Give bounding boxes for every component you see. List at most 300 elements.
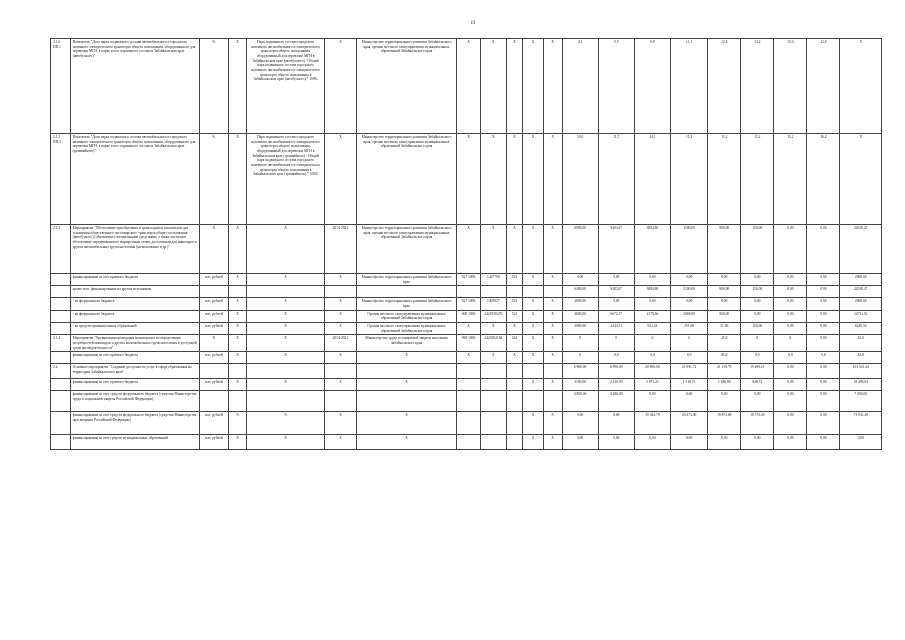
cell-value: 6 890,00: [598, 364, 634, 379]
cell-value: 11,7: [598, 134, 634, 225]
cell-value: 2000,00: [840, 298, 882, 310]
cell-value: 0,00: [807, 364, 840, 379]
cell-c9: 1427700: [480, 274, 506, 286]
cell-desc: Х: [247, 274, 325, 286]
cell-exec: Министерство территориального развития Забайкальского края, органы местного самоуправления муниципальных образований Забайкальского края: [356, 39, 456, 134]
cell-c10: [506, 391, 523, 412]
cell-unit: тыс. рублей: [199, 298, 228, 310]
table-row: [51, 310, 882, 322]
cell-value: 2 610,00: [598, 379, 634, 391]
cell-c6: [324, 286, 356, 298]
cell-value: 0,00: [807, 323, 840, 335]
cell-c8: Х: [457, 39, 481, 134]
cell-value: 6230,54: [840, 323, 882, 335]
cell-unit: тыс. рублей: [199, 352, 228, 364]
cell-value: 12,8: [708, 39, 741, 134]
cell-value: 0,00: [598, 298, 634, 310]
cell-c12: Х: [543, 39, 562, 134]
cell-num: [51, 391, 71, 412]
cell-num: 2.1.4: [51, 335, 71, 352]
cell-c11: Х: [523, 310, 544, 322]
cell-exec: [356, 391, 456, 412]
cell-c10: 521: [506, 274, 523, 286]
cell-name: финансирование за счет краевого бюджета: [70, 379, 199, 391]
cell-value: 10,0: [562, 134, 598, 225]
cell-c6: 2014-2021: [324, 335, 356, 352]
cell-unit: Х: [199, 335, 228, 352]
cell-value: 0,0: [634, 352, 670, 364]
cell-value: 0: [562, 335, 598, 352]
cell-c9: Х: [480, 225, 506, 274]
cell-value: 18 499,04: [840, 379, 882, 391]
cell-c8: [457, 435, 481, 450]
cell-c4: [228, 286, 247, 298]
cell-exec: Х: [356, 352, 456, 364]
cell-name: - из федерального бюджета: [70, 298, 199, 310]
cell-exec: [356, 286, 456, 298]
cell-value: 0,00: [807, 435, 840, 450]
table-row: [51, 412, 882, 435]
cell-value: 19 499,21: [741, 364, 774, 379]
cell-value: 0,00: [562, 435, 598, 450]
cell-value: 3 800,00: [562, 391, 598, 412]
cell-num: [51, 310, 71, 322]
cell-c4: Х: [228, 435, 247, 450]
cell-c6: Х: [324, 323, 356, 335]
cell-desc: Х: [247, 352, 325, 364]
cell-c12: Х: [543, 412, 562, 435]
cell-desc: Х: [247, 298, 325, 310]
cell-value: 0,00: [634, 298, 670, 310]
table-row: [51, 39, 882, 134]
cell-value: 21 159,79: [708, 364, 741, 379]
cell-c11: Х: [523, 225, 544, 274]
cell-exec: Органы местного самоуправления муниципальных образований Забайкальского края: [356, 323, 456, 335]
cell-value: 2444,51: [598, 323, 634, 335]
cell-value: 1 286,80: [708, 379, 741, 391]
cell-value: 0: [562, 352, 598, 364]
cell-value: 0,00: [840, 435, 882, 450]
cell-c12: Х: [543, 379, 562, 391]
cell-unit: тыс. рублей: [199, 323, 228, 335]
cell-value: 5,5: [598, 39, 634, 134]
cell-c4: Х: [228, 225, 247, 274]
cell-value: 2000,00: [562, 323, 598, 335]
cell-c9: [480, 379, 506, 391]
cell-value: 45,0: [840, 335, 882, 352]
cell-value: 19 873,00: [708, 412, 741, 435]
cell-num: [51, 435, 71, 450]
cell-value: 900,00: [708, 225, 741, 274]
cell-desc: Х: [247, 412, 325, 435]
page-number: 19: [470, 21, 475, 26]
cell-value: 0: [634, 335, 670, 352]
cell-c11: Х: [523, 298, 544, 310]
cell-value: 0,00: [807, 412, 840, 435]
cell-c6: Х: [324, 435, 356, 450]
cell-value: 45,0: [840, 352, 882, 364]
table-row: [51, 435, 882, 450]
cell-value: 0: [598, 335, 634, 352]
cell-exec: Х: [356, 435, 456, 450]
cell-c11: [523, 286, 544, 298]
cell-c10: 521: [506, 310, 523, 322]
cell-value: Х: [840, 134, 882, 225]
cell-value: Х: [840, 39, 882, 134]
cell-value: 73 941,28: [840, 412, 882, 435]
cell-c9: [480, 412, 506, 435]
cell-c11: [523, 391, 544, 412]
cell-value: 22018,47: [840, 286, 882, 298]
cell-value: 4 280,00: [598, 391, 634, 412]
cell-c8: 000 1006: [457, 310, 481, 322]
cell-value: 0,00: [562, 412, 598, 435]
cell-unit: [199, 286, 228, 298]
table-row: [51, 134, 882, 225]
cell-c6: Х: [324, 412, 356, 435]
cell-c11: Х: [523, 134, 544, 225]
cell-value: 16,2: [807, 134, 840, 225]
cell-c8: [457, 391, 481, 412]
cell-value: 0,00: [774, 364, 807, 379]
cell-c8: Х: [457, 134, 481, 225]
cell-c12: Х: [543, 134, 562, 225]
cell-value: 45,0: [708, 352, 741, 364]
cell-value: 0: [774, 335, 807, 352]
cell-value: 4,1: [562, 39, 598, 134]
cell-c6: Х: [324, 352, 356, 364]
cell-value: 9483,67: [598, 225, 634, 274]
cell-name: Показатель "Доля парка подвижного состава автомобильного и городского наземного электрического транспорта общего пользования, оборудованного для перевозки МГН, в парке этого подвижного состава в Забайкальском крае (автобусного)": [70, 39, 199, 134]
cell-value: 0,00: [774, 286, 807, 298]
cell-desc: Х: [247, 435, 325, 450]
cell-c6: Х: [324, 379, 356, 391]
cell-c6: Х: [324, 274, 356, 286]
cell-value: 2600,00: [562, 310, 598, 322]
cell-exec: Органы местного самоуправления муниципальных образований Забайкальского края: [356, 310, 456, 322]
cell-num: [51, 379, 71, 391]
cell-value: 0,00: [774, 298, 807, 310]
cell-c8: 927 1006: [457, 298, 481, 310]
cell-c4: Х: [228, 39, 247, 134]
cell-c10: Х: [506, 352, 523, 364]
cell-value: 0,00: [807, 274, 840, 286]
cell-desc: [247, 364, 325, 379]
cell-c9: 2420102184: [480, 335, 506, 352]
cell-value: 15,2: [708, 134, 741, 225]
cell-unit: Х: [199, 225, 228, 274]
cell-value: 7 800,00: [840, 391, 882, 412]
cell-value: 14,2: [741, 39, 774, 134]
cell-value: 51,00: [708, 323, 741, 335]
cell-c12: [543, 364, 562, 379]
cell-exec: Х: [356, 412, 456, 435]
cell-c4: Х: [228, 352, 247, 364]
cell-c11: Х: [523, 323, 544, 335]
cell-name: - из федерального бюджета: [70, 310, 199, 322]
cell-value: 0,00: [741, 310, 774, 322]
table-row: [51, 323, 882, 335]
cell-c6: Х: [324, 39, 356, 134]
cell-value: 0,00: [671, 274, 708, 286]
cell-value: 0,0: [598, 352, 634, 364]
cell-value: 0,00: [807, 286, 840, 298]
cell-unit: [199, 364, 228, 379]
cell-value: 900,00: [708, 286, 741, 298]
cell-value: 0,00: [708, 298, 741, 310]
cell-value: 2179,36: [634, 310, 670, 322]
cell-c10: 521: [506, 298, 523, 310]
cell-value: 800,00: [708, 310, 741, 322]
cell-name: финансирование за счет краевого бюджета: [70, 352, 199, 364]
cell-value: 0,00: [741, 435, 774, 450]
cell-value: 0,00: [708, 274, 741, 286]
cell-value: 2069,00: [671, 310, 708, 322]
cell-value: 3160,00: [562, 379, 598, 391]
cell-value: 0,00: [634, 274, 670, 286]
cell-value: 0,00: [774, 323, 807, 335]
cell-c11: Х: [523, 412, 544, 435]
cell-c10: 244: [506, 335, 523, 352]
cell-value: 0,00: [562, 274, 598, 286]
cell-value: 0,00: [708, 391, 741, 412]
cell-c10: Х: [506, 225, 523, 274]
cell-c4: Х: [228, 323, 247, 335]
cell-value: 8900,00: [562, 225, 598, 274]
cell-c11: Х: [523, 352, 544, 364]
cell-c9: 1405027: [480, 298, 506, 310]
cell-value: 0,00: [774, 310, 807, 322]
cell-c8: [457, 412, 481, 435]
cell-c12: Х: [543, 310, 562, 322]
cell-name: Основное мероприятие "Создание доступности услуг в сфере образования на территории Забайкальского края": [70, 364, 199, 379]
cell-c12: Х: [543, 323, 562, 335]
cell-value: 18 570,49: [741, 412, 774, 435]
cell-value: 0,00: [708, 435, 741, 450]
cell-name: Мероприятие "Обеспечение приобретения и транспортных комплексов для оснащения общественного пассажирского транспорта общего пользования (автобусного) (обновление) специальными средствами, а также частичное обеспечение передвижения по маршрутным сетям, доступными для инвалидов и других маломобильных групп населения (низкопольные и др.)": [70, 225, 199, 274]
cell-num: 2.1.6 ПП.1: [51, 39, 71, 134]
cell-value: 0,00: [774, 274, 807, 286]
cell-c12: Х: [543, 298, 562, 310]
cell-c4: Х: [228, 379, 247, 391]
cell-c4: Х: [228, 298, 247, 310]
cell-name: финансирование за счет средств федерального бюджета (средства Министерства труда и социальной защиты Российской Федерации): [70, 391, 199, 412]
cell-value: 20 473,00: [671, 412, 708, 435]
cell-value: 15,2: [671, 134, 708, 225]
cell-num: 2.1.2 ПП.2: [51, 134, 71, 225]
cell-c11: Х: [523, 274, 544, 286]
cell-desc: [247, 391, 325, 412]
cell-name: финансирование за счет средств федерального бюджета (средства Министерства просвещения Российской Федерации): [70, 412, 199, 435]
cell-name: Мероприятие "Организация проведения мониторинга по определению потребностей инвалидов и других маломобильных групп населения в доступной среде жизнедеятельности": [70, 335, 199, 352]
cell-unit: [199, 391, 228, 412]
cell-c9: Х: [480, 39, 506, 134]
cell-value: 0,0: [774, 352, 807, 364]
cell-c9: [480, 364, 506, 379]
cell-value: 0,00: [807, 310, 840, 322]
cell-c10: [506, 435, 523, 450]
cell-c8: Х: [457, 323, 481, 335]
cell-value: 6,9: [634, 39, 670, 134]
cell-desc: Х: [247, 225, 325, 274]
cell-value: 150,00: [741, 225, 774, 274]
cell-c12: Х: [543, 274, 562, 286]
cell-c12: Х: [543, 335, 562, 352]
cell-c6: Х: [324, 310, 356, 322]
cell-value: 0,00: [598, 274, 634, 286]
cell-value: 3084,80: [634, 225, 670, 274]
cell-num: 2.1.3: [51, 225, 71, 274]
cell-c9: Х: [480, 323, 506, 335]
cell-value: 0,00: [671, 435, 708, 450]
cell-desc: Парк подвижного состава городского наземного автомобильного и электрического транспорта общего пользования, оборудованный для перевозки МГН в Забайкальском крае (трамвайного) / Общий парк подвижного состава городского наземного автомобильного и электрического транспорта общего пользования в Забайкальском крае (трамвайного) * 100%: [247, 134, 325, 225]
cell-c6: Х: [324, 134, 356, 225]
cell-value: 15 024,79: [634, 412, 670, 435]
cell-desc: Х: [247, 323, 325, 335]
cell-c9: [480, 286, 506, 298]
cell-value: 0,0: [741, 352, 774, 364]
cell-value: 5 871,21: [634, 379, 670, 391]
cell-value: 928,72: [741, 379, 774, 391]
cell-c6: [324, 364, 356, 379]
cell-num: 2.2.: [51, 364, 71, 379]
cell-value: 20 896,00: [634, 364, 670, 379]
cell-c11: Х: [523, 335, 544, 352]
cell-value: 922,44: [634, 323, 670, 335]
cell-c6: [324, 391, 356, 412]
cell-c8: 927 1006: [457, 274, 481, 286]
cell-value: 6672,17: [598, 310, 634, 322]
cell-value: 150,00: [741, 286, 774, 298]
cell-c12: Х: [543, 352, 562, 364]
cell-unit: тыс. рублей: [199, 379, 228, 391]
cell-c10: [506, 379, 523, 391]
cell-c11: Х: [523, 39, 544, 134]
cell-c4: Х: [228, 274, 247, 286]
cell-exec: Министерство территориального развития Забайкальского края: [356, 298, 456, 310]
cell-unit: тыс. рублей: [199, 435, 228, 450]
cell-value: 0,00: [671, 298, 708, 310]
cell-value: 0: [741, 335, 774, 352]
cell-c11: Х: [523, 379, 544, 391]
cell-c12: [543, 286, 562, 298]
cell-value: 0,0: [807, 352, 840, 364]
cell-exec: [356, 364, 456, 379]
cell-c11: [523, 364, 544, 379]
cell-num: [51, 412, 71, 435]
cell-c4: Х: [228, 134, 247, 225]
table-row: [51, 391, 882, 412]
cell-value: 45,0: [708, 335, 741, 352]
cell-c10: Х: [506, 39, 523, 134]
cell-value: 0,00: [741, 274, 774, 286]
cell-value: 9483,67: [598, 286, 634, 298]
cell-c9: Х: [480, 134, 506, 225]
cell-c10: [506, 412, 523, 435]
cell-value: 15,2: [774, 134, 807, 225]
cell-c4: [228, 391, 247, 412]
cell-value: 3084,80: [634, 286, 670, 298]
cell-value: 2000,00: [562, 298, 598, 310]
cell-value: 0,00: [741, 391, 774, 412]
cell-num: [51, 298, 71, 310]
cell-value: 0,0: [671, 352, 708, 364]
cell-c8: Х: [457, 352, 481, 364]
cell-value: 12,6: [807, 39, 840, 134]
cell-c8: 969 1006: [457, 335, 481, 352]
cell-c8: [457, 286, 481, 298]
cell-c4: Х: [228, 412, 247, 435]
cell-value: 1 518,72: [671, 379, 708, 391]
cell-unit: %: [199, 39, 228, 134]
cell-value: 0,00: [774, 435, 807, 450]
cell-value: 2000,00: [840, 274, 882, 286]
cell-num: [51, 274, 71, 286]
cell-c9: [480, 435, 506, 450]
table-row: [51, 225, 882, 274]
cell-value: 2100,00: [671, 286, 708, 298]
cell-value: 101 541,24: [840, 364, 882, 379]
table-row: [51, 364, 882, 379]
cell-c12: [543, 391, 562, 412]
cell-value: 6400,00: [562, 286, 598, 298]
cell-value: 251,00: [671, 323, 708, 335]
cell-desc: Парк подвижного состава городского наземного автомобильного и электрического транспорта общего пользования, оборудованный для перевозки МГН в Забайкальском крае (автобусного) / Общий парк подвижного состава городского наземного автомобильного и электрического транспорта общего пользования в Забайкальском крае (автобусного) * 100%: [247, 39, 325, 134]
cell-c4: Х: [228, 335, 247, 352]
cell-c10: [506, 364, 523, 379]
cell-value: 0,00: [807, 391, 840, 412]
cell-name: кроме того, финансирование из других источников:: [70, 286, 199, 298]
cell-value: 0,00: [807, 298, 840, 310]
cell-value: 15,2: [741, 134, 774, 225]
cell-exec: Министерство территориального развития Забайкальского края, органы местного самоуправления муниципальных образований Забайкальского края: [356, 134, 456, 225]
cell-value: 0,00: [671, 391, 708, 412]
cell-num: [51, 352, 71, 364]
cell-value: 0,00: [598, 435, 634, 450]
cell-value: 0,00: [774, 391, 807, 412]
cell-desc: Х: [247, 379, 325, 391]
cell-desc: Х: [247, 310, 325, 322]
cell-name: Показатель "Доля парка подвижного состава автомобильного и городского наземного электрического транспорта общего пользования, оборудованного для перевозки МГН, в парке этого подвижного состава в Забайкальском крае (трамвайного)": [70, 134, 199, 225]
cell-unit: тыс. рублей: [199, 310, 228, 322]
cell-value: 0,00: [807, 335, 840, 352]
cell-unit: %: [199, 134, 228, 225]
cell-num: [51, 323, 71, 335]
cell-value: 21 991,72: [671, 364, 708, 379]
cell-name: финансирование за счет краевого бюджета: [70, 274, 199, 286]
cell-exec: Министерство территориального развития Забайкальского края, органы местного самоуправления муниципальных образований Забайкальского края: [356, 225, 456, 274]
cell-c9: Х: [480, 352, 506, 364]
table-row: [51, 298, 882, 310]
cell-c10: [506, 286, 523, 298]
cell-c10: Х: [506, 134, 523, 225]
cell-c12: Х: [543, 435, 562, 450]
cell-c6: Х: [324, 298, 356, 310]
cell-c8: [457, 379, 481, 391]
cell-c9: 2420150270: [480, 310, 506, 322]
cell-c4: [228, 364, 247, 379]
cell-value: 6 960,00: [562, 364, 598, 379]
cell-c10: Х: [506, 323, 523, 335]
cell-value: 0,00: [741, 298, 774, 310]
cell-value: 14,1: [634, 134, 670, 225]
cell-value: 15,0: [774, 39, 807, 134]
cell-value: 0: [671, 335, 708, 352]
cell-name: финансирование за счет средств муниципальных образований: [70, 435, 199, 450]
table-row: [51, 379, 882, 391]
cell-value: 24018,47: [840, 225, 882, 274]
cell-c4: Х: [228, 310, 247, 322]
